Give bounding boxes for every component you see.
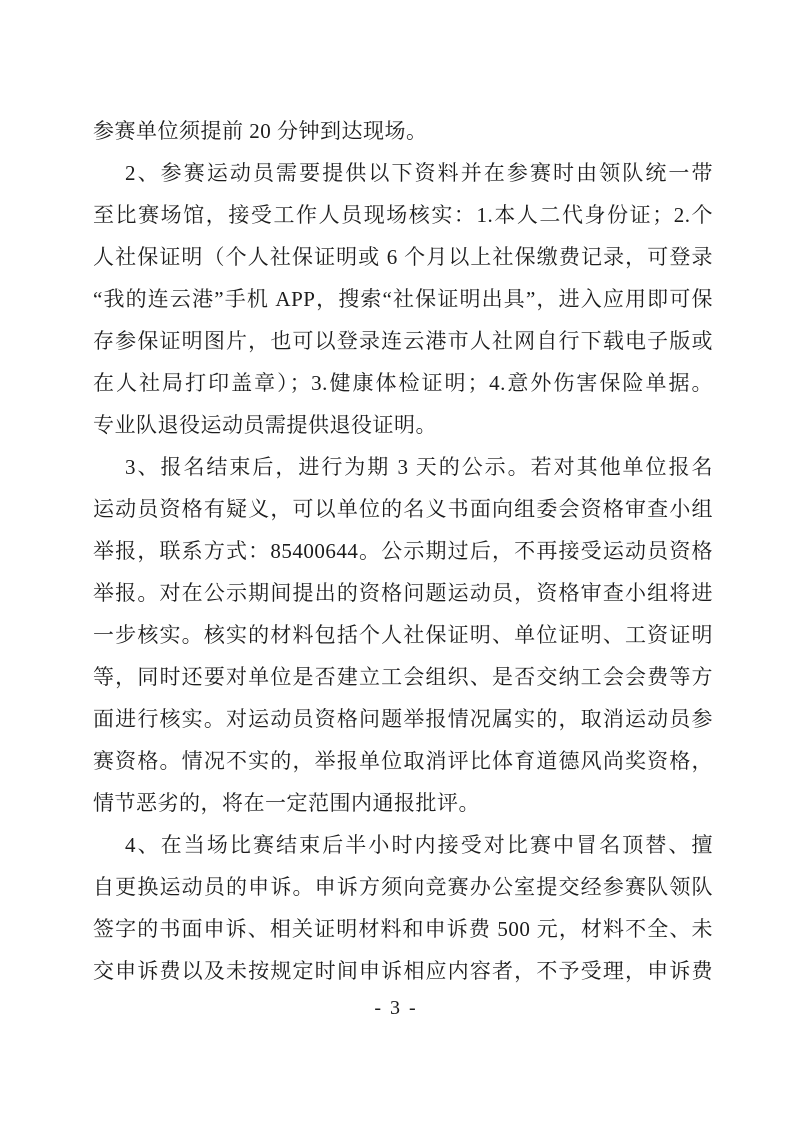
paragraph-item-3 [93, 446, 713, 824]
text-line: 交申诉费以及未按规定时间申诉相应内容者，不予受理，申诉费 [93, 959, 713, 983]
paragraph-continuation [93, 110, 713, 152]
text-line: 4、在当场比赛结束后半小时内接受对比赛中冒名顶替、擅 [125, 833, 713, 857]
text-line: 签字的书面申诉、相关证明材料和申诉费 500 元，材料不全、未 [93, 917, 713, 941]
text-line: 举报。对在公示期间提出的资格问题运动员，资格审查小组将进 [93, 581, 713, 605]
text-line: 情节恶劣的，将在一定范围内通报批评。 [93, 791, 480, 815]
text-line: 存参保证明图片，也可以登录连云港市人社网自行下载电子版或 [93, 329, 713, 353]
text-line: 赛资格。情况不实的，举报单位取消评比体育道德风尚奖资格， [93, 749, 713, 773]
document-body [93, 110, 713, 992]
text-line: 至比赛场馆，接受工作人员现场核实：1.本人二代身份证；2.个 [93, 203, 713, 227]
text-line: 自更换运动员的申诉。申诉方须向竞赛办公室提交经参赛队领队 [93, 875, 713, 899]
text-line: 专业队退役运动员需提供退役证明。 [93, 413, 437, 437]
text-line: 在人社局打印盖章）；3.健康体检证明；4.意外伤害保险单据。 [93, 371, 713, 395]
text-line: 3、报名结束后，进行为期 3 天的公示。若对其他单位报名 [125, 455, 713, 479]
text-line: 面进行核实。对运动员资格问题举报情况属实的，取消运动员参 [93, 707, 713, 731]
paragraph-item-4 [93, 824, 713, 992]
text-line: 参赛单位须提前 20 分钟到达现场。 [93, 119, 428, 143]
text-line: 人社保证明（个人社保证明或 6 个月以上社保缴费记录，可登录 [93, 245, 713, 269]
page-number: - 3 - [374, 997, 418, 1019]
page-footer [0, 991, 792, 1025]
text-line: 举报，联系方式：85400644。公示期过后，不再接受运动员资格 [93, 539, 713, 563]
text-line: 一步核实。核实的材料包括个人社保证明、单位证明、工资证明 [93, 623, 713, 647]
text-line: “我的连云港”手机 APP，搜索“社保证明出具”，进入应用即可保 [93, 287, 713, 311]
text-line: 等，同时还要对单位是否建立工会组织、是否交纳工会会费等方 [93, 665, 713, 689]
text-line: 运动员资格有疑义，可以单位的名义书面向组委会资格审查小组 [93, 497, 713, 521]
text-line: 2、参赛运动员需要提供以下资料并在参赛时由领队统一带 [125, 161, 713, 185]
paragraph-item-2 [93, 152, 713, 446]
